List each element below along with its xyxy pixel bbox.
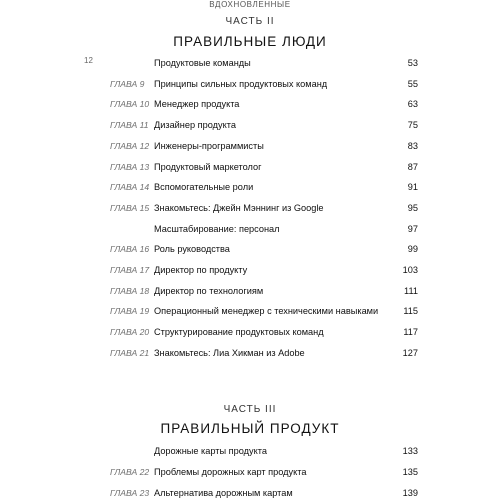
- entry-title: Дизайнер продукта: [154, 120, 236, 131]
- page-number: 53: [407, 58, 418, 68]
- toc-entry[interactable]: [0, 263, 500, 277]
- toc-entry[interactable]: [0, 325, 500, 339]
- toc-entry[interactable]: [0, 346, 500, 360]
- chapter-number: ГЛАВА 13: [110, 161, 150, 172]
- toc-entry[interactable]: [0, 444, 500, 458]
- entry-title: Вспомогательные роли: [154, 182, 254, 193]
- toc-entry[interactable]: [0, 118, 500, 132]
- toc-entry[interactable]: [0, 222, 500, 236]
- entry-title: Альтернатива дорожным картам: [154, 488, 293, 498]
- part-label: ЧАСТЬ III: [223, 404, 277, 415]
- page-number: 133: [402, 446, 418, 456]
- side-page-number: 12: [84, 56, 93, 65]
- page-number: 87: [407, 161, 418, 172]
- toc-entry[interactable]: [0, 56, 500, 70]
- entry-title: Структурирование продуктовых команд: [154, 327, 324, 338]
- entry-title: Знакомьтесь: Джейн Мэннинг из Google: [154, 202, 324, 213]
- chapter-number: ГЛАВА 14: [110, 182, 150, 193]
- chapter-number: ГЛАВА 20: [110, 327, 150, 338]
- chapter-number: ГЛАВА 16: [110, 244, 150, 255]
- toc-entry[interactable]: [0, 304, 500, 318]
- entry-title: Проблемы дорожных карт продукта: [154, 467, 307, 477]
- page-number: 103: [402, 265, 418, 275]
- chapter-number: ГЛАВА 12: [110, 140, 150, 151]
- page-number: 97: [407, 223, 418, 234]
- chapter-number: ГЛАВА 15: [110, 202, 150, 213]
- page-number: 99: [407, 244, 418, 255]
- entry-title: Знакомьтесь: Лиа Хикман из Adobe: [154, 347, 305, 358]
- entry-title: Роль руководства: [154, 244, 230, 255]
- entry-title: Менеджер продукта: [154, 99, 240, 110]
- toc-entry[interactable]: [0, 139, 500, 153]
- page-number: 63: [407, 99, 418, 110]
- page-number: 139: [402, 488, 418, 498]
- toc-entry[interactable]: [0, 284, 500, 298]
- page-number: 91: [407, 182, 418, 193]
- entry-title: Операционный менеджер с техническими навыками: [154, 306, 379, 317]
- page-number: 127: [402, 347, 418, 358]
- entry-title: Директор по технологиям: [154, 285, 264, 296]
- chapter-number: ГЛАВА 11: [110, 120, 149, 131]
- chapter-number: ГЛАВА 19: [110, 306, 150, 317]
- toc-entry[interactable]: [0, 201, 500, 215]
- chapter-number: ГЛАВА 17: [110, 265, 150, 275]
- part-label: ЧАСТЬ II: [225, 16, 275, 27]
- toc-entry[interactable]: [0, 97, 500, 111]
- page-number: 111: [404, 285, 418, 296]
- toc-entry[interactable]: [0, 77, 500, 91]
- toc-entry[interactable]: [0, 465, 500, 479]
- page-number: 135: [402, 467, 418, 477]
- entry-title: Продуктовые команды: [154, 58, 251, 68]
- chapter-number: ГЛАВА 9: [110, 78, 145, 89]
- running-head: ВДОХНОВЛЕННЫЕ: [209, 0, 291, 9]
- page-number: 55: [407, 78, 418, 89]
- page-number: 117: [403, 327, 418, 338]
- toc-entry[interactable]: [0, 160, 500, 174]
- page-number: 75: [407, 120, 418, 131]
- entry-title: Продуктовый маркетолог: [154, 161, 262, 172]
- chapter-number: ГЛАВА 21: [110, 347, 150, 358]
- chapter-number: ГЛАВА 18: [110, 285, 150, 296]
- chapter-number: ГЛАВА 10: [110, 99, 150, 110]
- chapter-number: ГЛАВА 22: [110, 467, 150, 477]
- page-number: 95: [407, 202, 418, 213]
- part-title: ПРАВИЛЬНЫЙ ПРОДУКТ: [160, 421, 340, 436]
- chapter-number: ГЛАВА 23: [110, 488, 150, 498]
- part-title: ПРАВИЛЬНЫЕ ЛЮДИ: [173, 34, 327, 49]
- entry-title: Инженеры-программисты: [154, 140, 264, 151]
- entry-title: Дорожные карты продукта: [154, 446, 267, 456]
- toc-entry[interactable]: [0, 486, 500, 500]
- entry-title: Масштабирование: персонал: [154, 223, 280, 234]
- toc-entry[interactable]: [0, 180, 500, 194]
- entry-title: Директор по продукту: [154, 265, 248, 275]
- entry-title: Принципы сильных продуктовых команд: [154, 78, 328, 89]
- page-number: 115: [403, 306, 418, 317]
- page-number: 83: [407, 140, 418, 151]
- toc-entry[interactable]: [0, 242, 500, 256]
